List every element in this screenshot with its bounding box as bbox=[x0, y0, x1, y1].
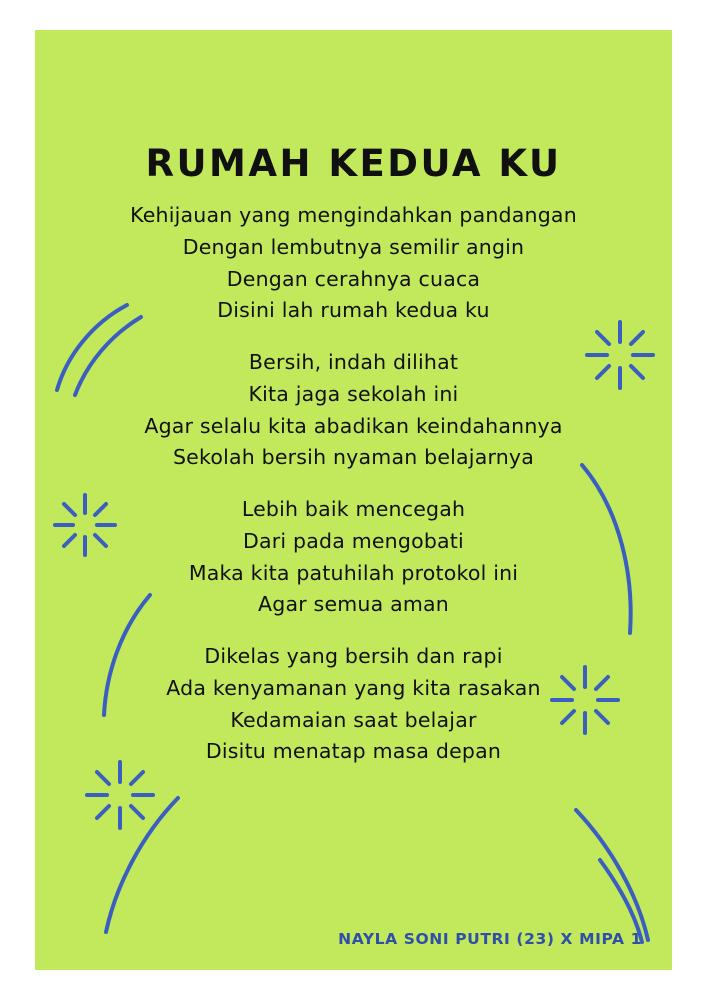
page-title: RUMAH KEDUA KU bbox=[145, 142, 562, 185]
poem-stanza-2 bbox=[144, 347, 562, 474]
poem-line: Disitu menatap masa depan bbox=[205, 739, 502, 764]
poem-line: Lebih baik mencegah bbox=[241, 497, 466, 522]
author-credit: NAYLA SONI PUTRI (23) X MIPA 1 bbox=[338, 930, 642, 948]
poem-line: Agar semua aman bbox=[258, 592, 449, 617]
poem-line: Maka kita patuhilah protokol ini bbox=[188, 560, 519, 585]
poem-line: Agar selalu kita abadikan keindahannya bbox=[144, 413, 563, 438]
poem-line: Kehijauan yang mengindahkan pandangan bbox=[130, 203, 577, 227]
poem-line: Sekolah bersih nyaman belajarnya bbox=[172, 445, 535, 470]
poem-line: Bersih, indah dilihat bbox=[248, 350, 459, 375]
poem-stanza-4 bbox=[166, 641, 540, 768]
poem-stanza-3 bbox=[189, 494, 518, 621]
poem-line: Disini lah rumah kedua ku bbox=[217, 298, 490, 323]
poem-line: Dengan cerahnya cuaca bbox=[226, 266, 481, 291]
poem-line: Kita jaga sekolah ini bbox=[248, 381, 459, 406]
poem-line: Dengan lembutnya semilir angin bbox=[182, 234, 525, 259]
poem-line: Dikelas yang bersih dan rapi bbox=[204, 644, 503, 669]
poem-stanza-1 bbox=[130, 200, 577, 327]
poem-line: Ada kenyamanan yang kita rasakan bbox=[166, 675, 541, 700]
poem-poster bbox=[35, 30, 672, 970]
poem-content bbox=[35, 30, 672, 970]
poem-line: Dari pada mengobati bbox=[243, 528, 464, 553]
poem-line: Kedamaian saat belajar bbox=[230, 707, 477, 732]
